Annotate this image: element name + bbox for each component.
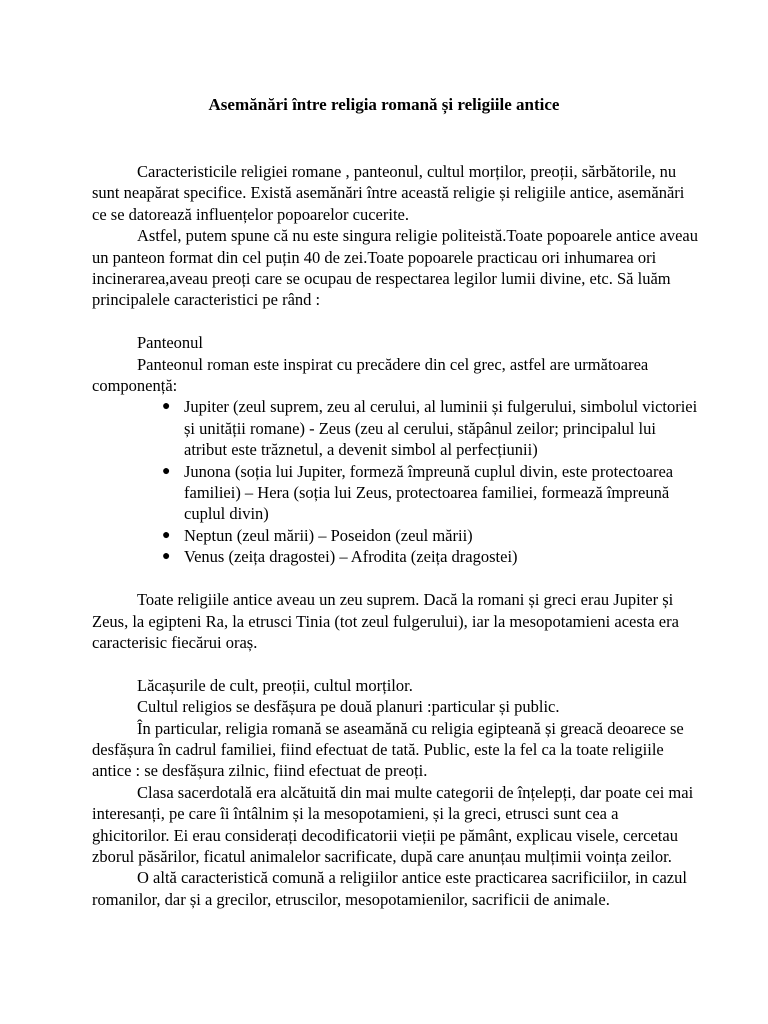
bullet-icon: ●: [162, 463, 171, 479]
spacer: [92, 311, 698, 332]
document-body: [92, 161, 698, 910]
cult-paragraph-3: O altă caracteristică comună a religiilor antice este practicarea sacrificiilor, in cazul romanilor, dar și a grecilor, etruscilor, mesopotamienilor, sacrificii de animale.: [92, 868, 687, 909]
document-title: Asemănări între religia romană și religiile antice: [208, 95, 560, 114]
list-item-text: Venus (zeița dragostei) – Afrodita (zeița dragostei): [184, 547, 518, 567]
panteon-after-paragraph: Toate religiile antice aveau un zeu suprem. Dacă la romani și greci erau Jupiter și Zeus, la egipteni Ra, la etrusci Tinia (tot zeul fulgerului), iar la mesopotamieni acesta era caracterisic fiecărui oraș.: [92, 590, 679, 652]
panteon-intro-paragraph: Panteonul roman este inspirat cu precădere din cel grec, astfel are următoarea componență:: [92, 354, 649, 396]
bullet-icon: ●: [162, 399, 171, 415]
list-item: [162, 461, 698, 525]
list-item: [162, 396, 698, 460]
list-item-text: Neptun (zeul mării) – Poseidon (zeul mării): [184, 525, 473, 545]
section-heading-cult: Lăcașurile de cult, preoții, cultul morților.: [137, 675, 413, 695]
list-item-text: Jupiter (zeul suprem, zeu al cerului, al luminii și fulgerului, simbolul victoriei și unității romane) - Zeus (zeu al cerului, stăpânul zeilor; principalul lui atribut este trăznetul, a devenit simbol al perfecțiunii): [184, 397, 698, 460]
bullet-icon: ●: [162, 549, 171, 565]
intro-paragraph-2: Astfel, putem spune că nu este singura religie politeistă.Toate popoarele antice aveau un panteon format din cel puțin 40 de zei.Toate popoarele practicau ori inhumarea ori incinerarea,aveau preoți care se ocupau de respectarea legilor lumii divine, etc. Să luăm principalele caracteristici pe rând :: [92, 226, 699, 310]
section-heading-panteon: Panteonul: [137, 333, 203, 353]
list-item-text: Junona (soția lui Jupiter, formeză împreună cuplul divin, este protectoarea familiei) – Hera (soția lui Zeus, protectoarea familiei, formează împreună cuplul divin): [184, 461, 674, 524]
spacer: [92, 568, 698, 589]
cult-paragraph-2: Clasa sacerdotală era alcătuită din mai multe categorii de înțelepți, dar poate cei mai interesanți, pe care îi întâlnim și la mesopotamieni, și la greci, etrusci sunt cea a ghicitorilor. Ei erau considerați decodificatorii vieții pe pământ, explicau visele, cercetau zborul păsărilor, ficatul animalelor sacrificate, după care anunțau mulțimii voința zeilor.: [92, 782, 694, 866]
bullet-icon: ●: [162, 527, 171, 543]
intro-paragraph-1: Caracteristicile religiei romane , panteonul, cultul morților, preoții, sărbătorile, nu sunt neapărat specifice. Există asemănări între această religie și religiile antice, asemănări ce se datorează influențelor popoarelor cucerite.: [92, 162, 685, 224]
list-item: [162, 546, 698, 567]
cult-line: Cultul religios se desfășura pe două planuri :particular și public.: [137, 697, 560, 717]
list-item: [162, 525, 698, 546]
cult-paragraph-1: În particular, religia romană se aseamănă cu religia egipteană și greacă deoarece se desfășura în cadrul familiei, fiind efectuat de tată. Public, este la fel ca la toate religiile antice : se desfășura zilnic, fiind efectuat de preoți.: [92, 718, 684, 781]
spacer: [92, 653, 698, 674]
gods-list: [92, 396, 698, 567]
